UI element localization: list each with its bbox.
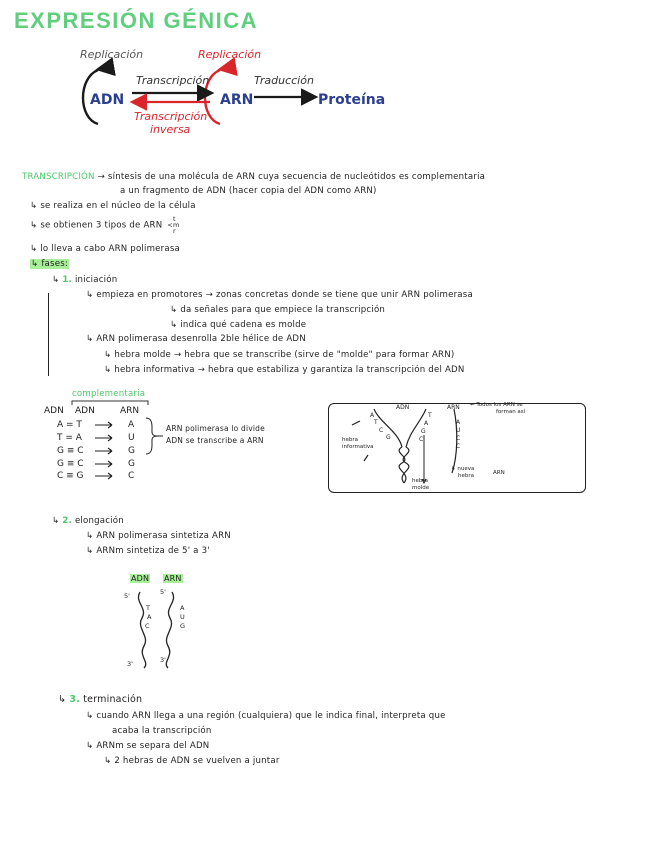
transcripcion-heading: TRANSCRIPCIÓN xyxy=(22,172,95,182)
hebra-informativa-1: hebra xyxy=(342,437,358,443)
reverse-transcription-label-1: Transcripción xyxy=(134,110,208,123)
elong-base: A xyxy=(147,613,152,621)
iniciacion-bracket xyxy=(48,293,49,376)
bullet-polimerasa: ↳ lo lleva a cabo ARN polimerasa xyxy=(30,244,180,254)
transcripcion-definition xyxy=(22,172,485,182)
nueva-hebra-1: ↳ nueva xyxy=(451,466,475,472)
col-arn: ARN xyxy=(120,406,140,416)
terminacion-heading: ↳ 3. terminación xyxy=(58,694,143,705)
elongacion-number: 2. xyxy=(62,516,72,526)
box-base: A xyxy=(370,412,375,419)
note-line-2: ADN se transcribe a ARN xyxy=(166,436,264,445)
arn-type-m: m xyxy=(172,221,180,229)
pair-row: G ≡ C xyxy=(57,459,84,469)
adn-label: ADN xyxy=(90,92,125,108)
box-base: U xyxy=(456,427,461,434)
pair-row: G ≡ C xyxy=(57,446,84,456)
elong-base: U xyxy=(180,613,185,621)
note-line-1: ARN polimerasa lo divide xyxy=(166,424,265,433)
translation-label: Traducción xyxy=(254,74,314,87)
col-adn-1: ADN xyxy=(44,406,64,416)
definition-line-1: → síntesis de una molécula de ARN cuya secuencia de nucleótidos es complementaria xyxy=(97,172,486,182)
col-adn-2: ADN xyxy=(75,406,95,416)
terminacion-line-4: ↳ 2 hebras de ADN se vuelven a juntar xyxy=(104,756,280,766)
nueva-hebra-2: hebra xyxy=(458,473,474,479)
complementaria-label: complementaria xyxy=(72,389,146,399)
transcription-label: Transcripción xyxy=(136,74,210,87)
elongacion-arn-label: ARN xyxy=(164,574,182,583)
box-base: C xyxy=(456,443,461,450)
five-prime-left: 5' xyxy=(124,592,130,600)
pair-row: A = T xyxy=(57,420,82,430)
proteina-label: Proteína xyxy=(318,92,386,108)
elong-base: A xyxy=(180,604,185,612)
pair-row: T = A xyxy=(57,433,82,443)
arn-type-t: t xyxy=(172,215,176,223)
replication-left-label: Replicación xyxy=(80,48,144,61)
complementaria-bracket xyxy=(70,398,150,406)
box-base: T xyxy=(428,412,432,419)
elongacion-line-1: ↳ ARN polimerasa sintetiza ARN xyxy=(86,531,231,541)
three-prime-left: 3' xyxy=(127,660,133,668)
arn-types: < t m r xyxy=(167,215,180,235)
terminacion-line-1: ↳ cuando ARN llega a una región (cualquiera) que le indica final, interpreta que xyxy=(86,711,446,721)
box-arn-end: ARN xyxy=(493,470,505,476)
terminacion-line-2: acaba la transcripción xyxy=(112,726,212,736)
box-base: T xyxy=(374,419,378,426)
five-prime-right: 5' xyxy=(160,588,166,596)
replication-right-label: Replicación xyxy=(198,48,262,61)
terminacion-number: 3. xyxy=(69,694,81,705)
arn-loop-arrow xyxy=(222,67,234,69)
iniciacion-number: 1. xyxy=(62,275,72,285)
hebra-molde-1: hebra xyxy=(412,478,428,484)
pair-row: C ≡ G xyxy=(57,471,84,481)
hebra-informativa-2: informativa xyxy=(342,444,374,450)
bullet-tipos-text: ↳ se obtienen 3 tipos de ARN xyxy=(30,220,163,231)
terminacion-label: terminación xyxy=(83,694,143,705)
box-arn-label: ARN xyxy=(447,404,460,411)
elong-base: C xyxy=(145,622,150,630)
iniciacion-line-3: ↳ indica qué cadena es molde xyxy=(170,320,307,330)
iniciacion-line-5: ↳ hebra molde → hebra que se transcribe (sirve de "molde" para formar ARN) xyxy=(104,350,455,360)
rna-brace xyxy=(144,416,164,456)
adn-loop-arrow xyxy=(100,67,112,69)
bullet-nucleo: ↳ se realiza en el núcleo de la célula xyxy=(30,201,196,211)
iniciacion-line-2: ↳ da señales para que empiece la transcripción xyxy=(170,305,386,315)
bullet-tipos xyxy=(30,216,179,234)
rna-base: G xyxy=(128,459,135,469)
rna-base: C xyxy=(128,471,135,481)
rna-base: G xyxy=(128,446,135,456)
elongacion-line-2: ↳ ARNm sintetiza de 5' a 3' xyxy=(86,546,210,556)
rna-base: A xyxy=(128,420,135,430)
terminacion-line-3: ↳ ARNm se separa del ADN xyxy=(86,741,210,751)
bullet-fases xyxy=(30,259,69,269)
fases-highlight: ↳ fases: xyxy=(31,259,68,269)
iniciacion-line-4: ↳ ARN polimerasa desenrolla 2ble hélice de ADN xyxy=(86,334,306,344)
todos-arn-2: forman así xyxy=(496,409,526,415)
definition-line-2: a un fragmento de ADN (hacer copia del ADN como ARN) xyxy=(120,186,377,196)
iniciacion-label: iniciación xyxy=(74,275,118,285)
elongacion-label: elongación xyxy=(74,516,124,526)
elongacion-heading: ↳ 2. elongación xyxy=(52,516,124,526)
elong-base: T xyxy=(146,604,150,612)
iniciacion-line-1: ↳ empieza en promotores → zonas concretas donde se tiene que unir ARN polimerasa xyxy=(86,290,473,300)
box-base: C xyxy=(379,427,384,434)
box-base: C xyxy=(456,435,461,442)
todos-arn-1: ← Todos los ARN se xyxy=(470,402,523,408)
box-base: G xyxy=(421,428,426,435)
rna-base: U xyxy=(128,433,135,443)
arn-label: ARN xyxy=(220,92,254,108)
box-base: A xyxy=(456,419,461,426)
box-adn-label: ADN xyxy=(396,404,410,411)
three-prime-right: 3' xyxy=(160,656,166,664)
arn-type-r: r xyxy=(172,227,176,235)
page-title: EXPRESIÓN GÉNICA xyxy=(14,8,259,33)
elong-base: G xyxy=(180,622,186,630)
box-base: A xyxy=(424,420,429,427)
elongacion-adn-label: ADN xyxy=(131,574,150,583)
box-base: G xyxy=(386,434,391,441)
hebra-molde-2: molde xyxy=(412,485,430,491)
central-dogma-diagram xyxy=(70,40,400,140)
box-base: C xyxy=(419,436,424,443)
reverse-transcription-label-2: inversa xyxy=(150,123,191,136)
iniciacion-line-6: ↳ hebra informativa → hebra que estabiliza y garantiza la transcripción del ADN xyxy=(104,365,465,375)
iniciacion-heading: ↳ 1. iniciación xyxy=(52,275,118,285)
complementaria-arrows xyxy=(92,417,118,483)
